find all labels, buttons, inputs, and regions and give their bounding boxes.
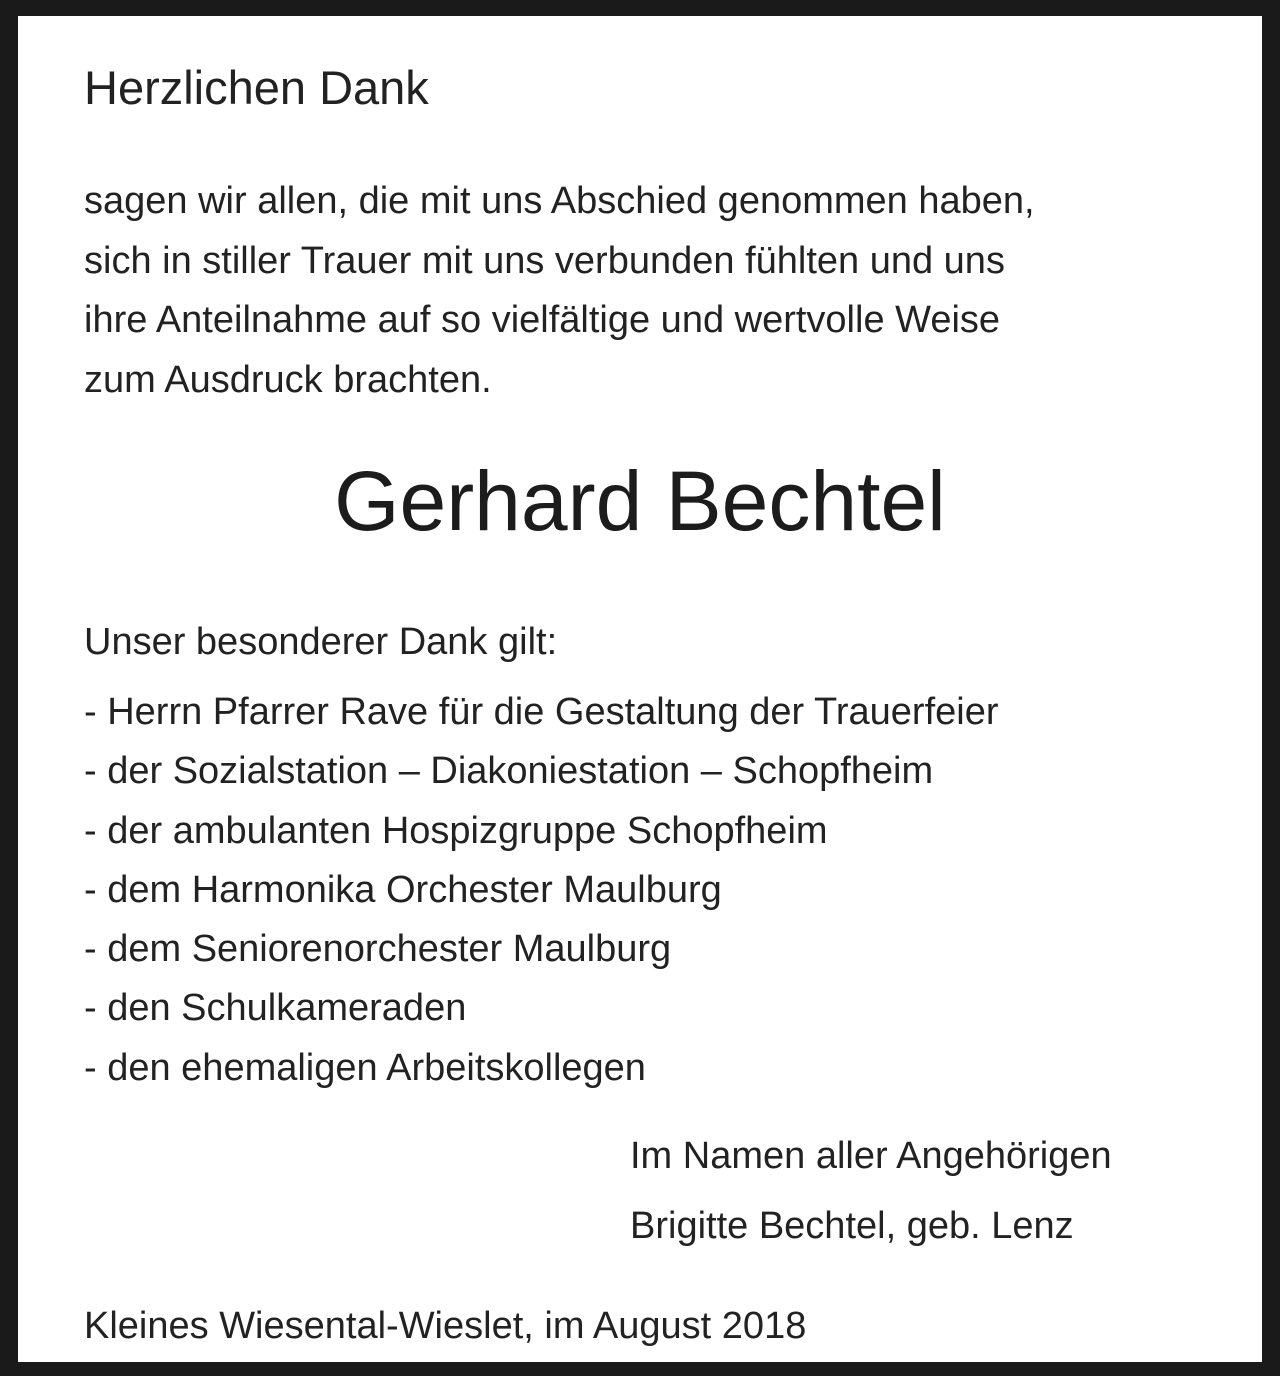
deceased-name: Gerhard Bechtel [334,454,946,548]
thanks-item: - dem Harmonika Orchester Maulburg [84,868,722,911]
thanks-item: - der ambulanten Hospizgruppe Schopfheim [84,809,828,852]
thanks-item: - dem Seniorenorchester Maulburg [84,928,672,971]
thanks-item: - der Sozialstation – Diakoniestation – Schopfheim [84,750,934,793]
closing-line: Im Namen aller Angehörigen [630,1135,1112,1177]
intro-line: sagen wir allen, die mit uns Abschied genommen haben, [84,180,1035,222]
signatory-name: Brigitte Bechtel, geb. Lenz [630,1205,1074,1247]
intro-line: zum Ausdruck brachten. [84,358,492,401]
intro-line: sich in stiller Trauer mit uns verbunden fühlten und uns [84,239,1005,282]
place-date: Kleines Wiesental-Wieslet, im August 2018 [84,1305,807,1347]
thanks-item: - den ehemaligen Arbeitskollegen [84,1046,646,1089]
thanks-item: - den Schulkameraden [84,987,467,1030]
notice-heading: Herzlichen Dank [84,61,429,114]
thanks-intro: Unser besonderer Dank gilt: [84,621,558,663]
intro-paragraph [84,172,1244,410]
thanks-list [84,683,999,1098]
intro-line: ihre Anteilnahme auf so vielfältige und wertvolle Weise [84,299,1001,341]
thanks-item: - Herrn Pfarrer Rave für die Gestaltung der Trauerfeier [84,691,999,733]
